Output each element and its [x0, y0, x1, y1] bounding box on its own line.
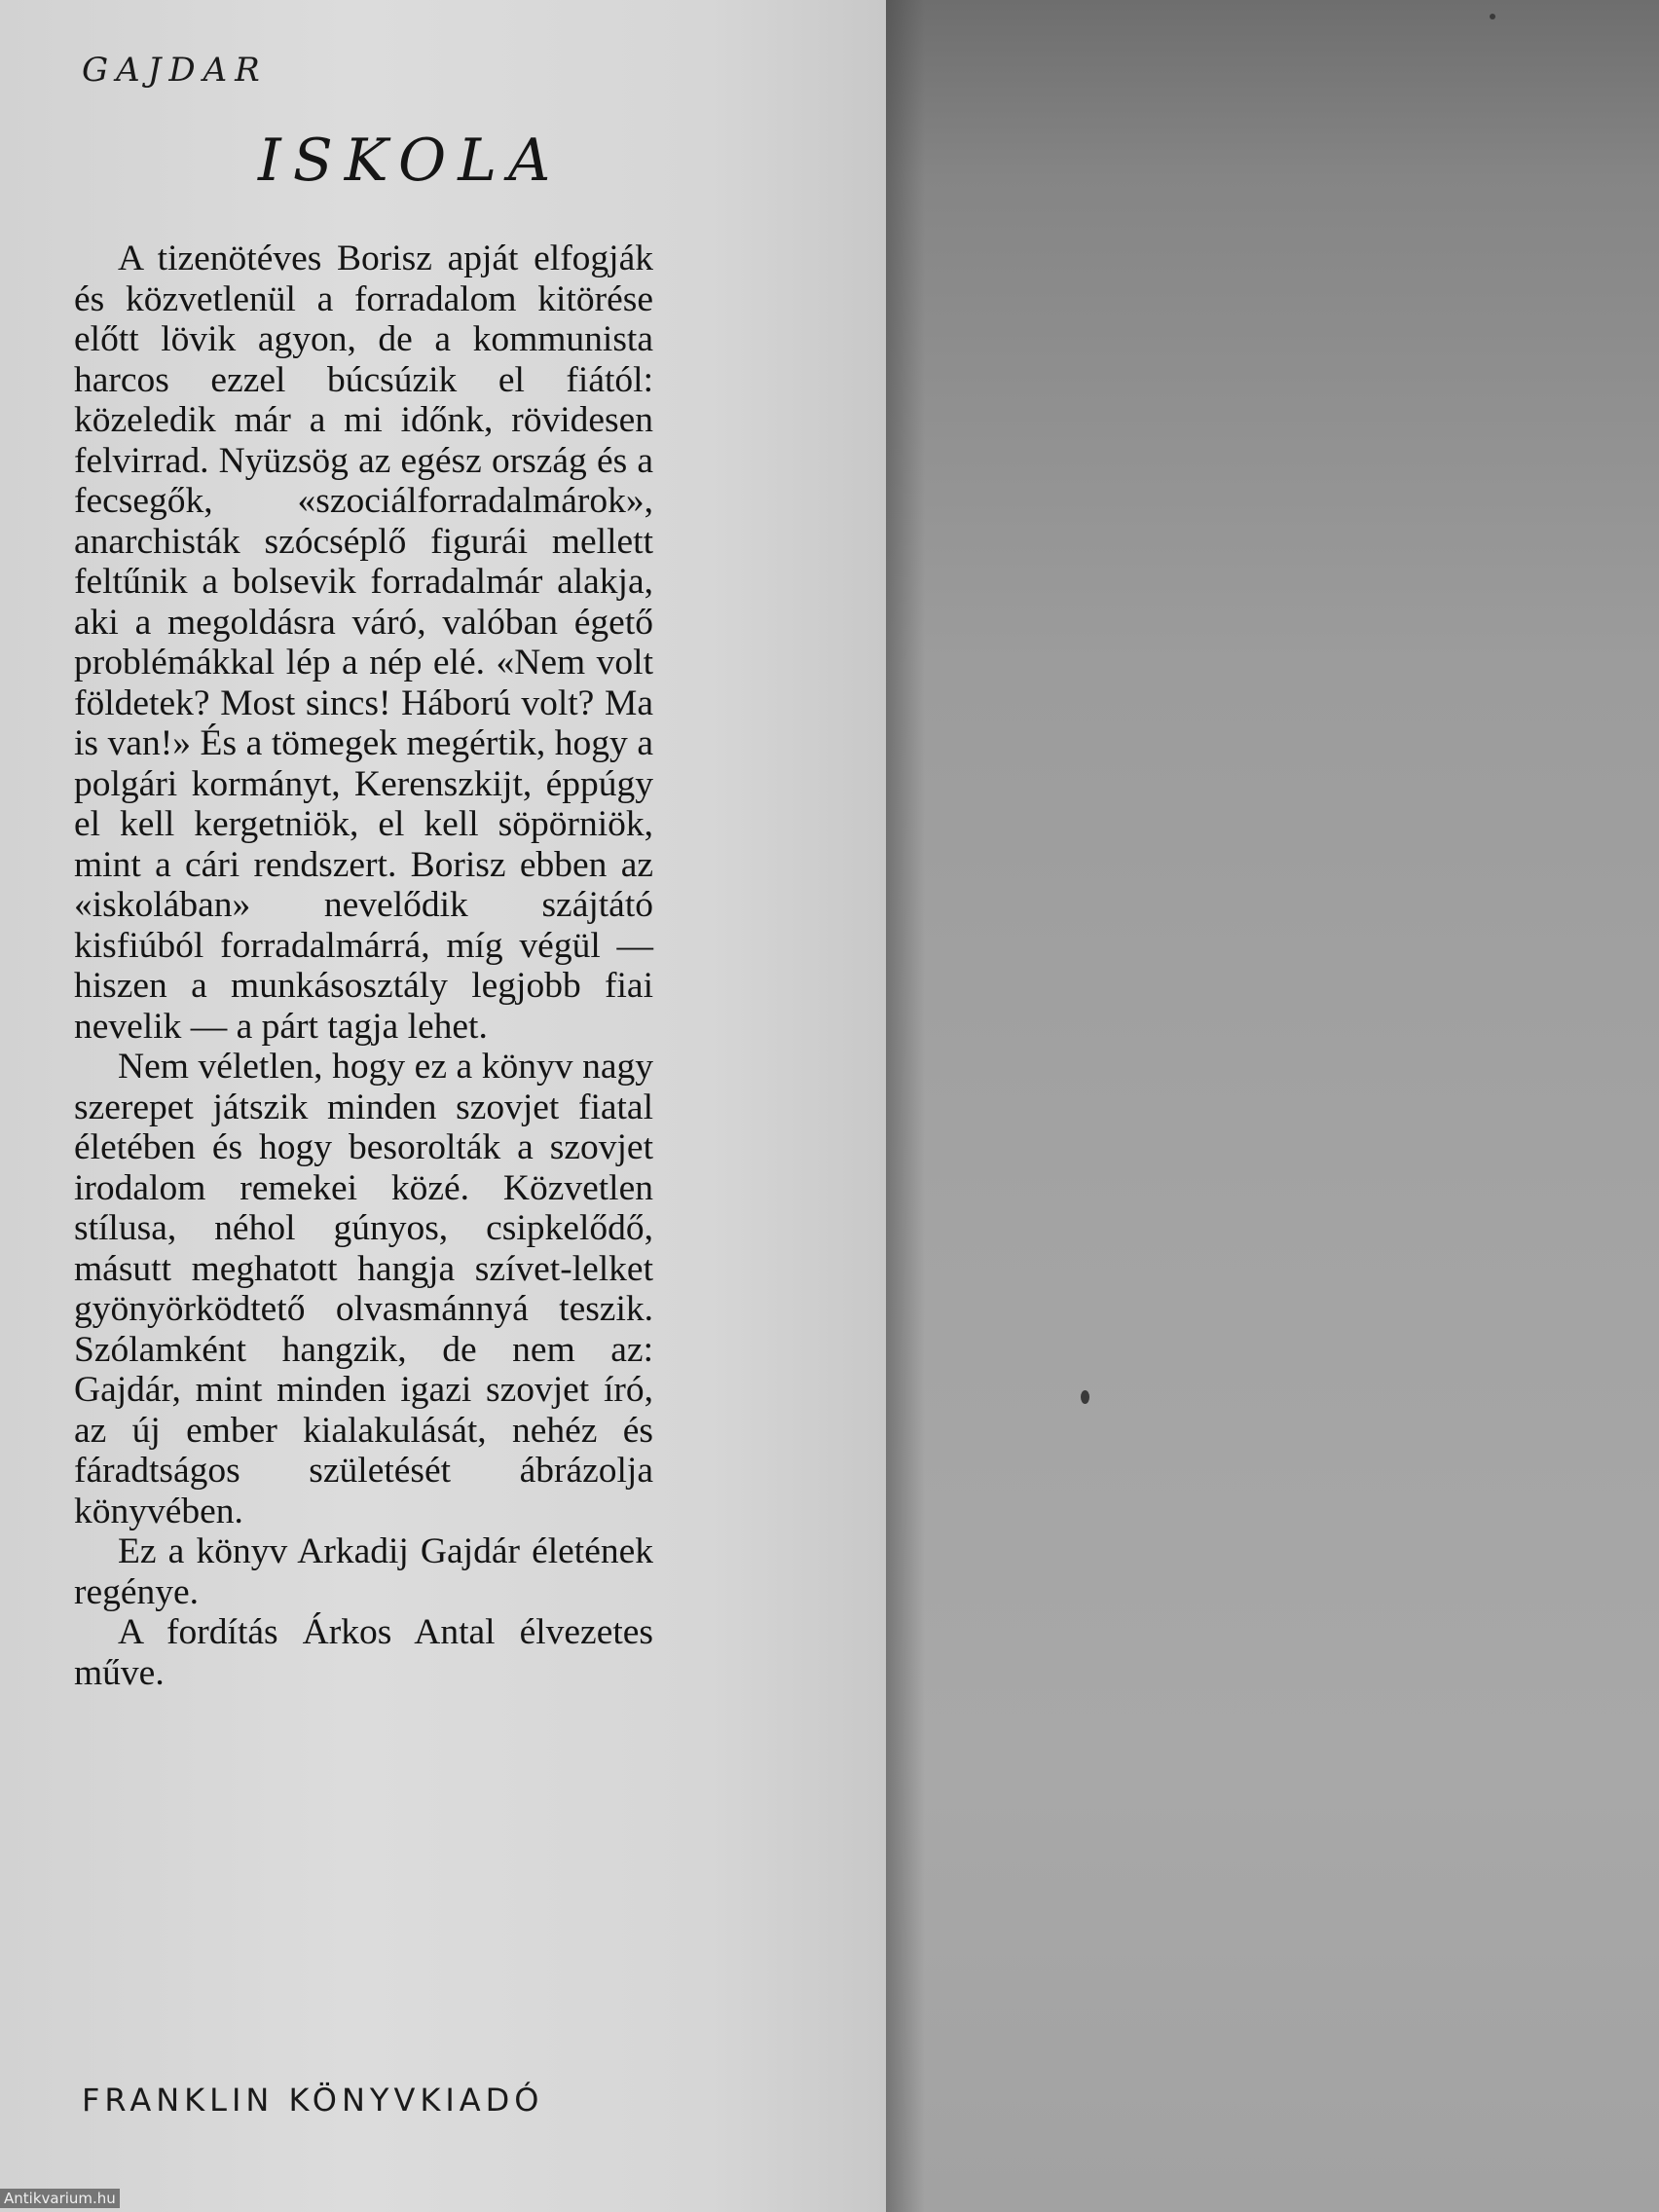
- blurb-text: [74, 239, 653, 1693]
- publisher-name: FRANKLIN KÖNYVKIADÓ: [82, 2082, 544, 2119]
- cover-shadow: [886, 0, 925, 2212]
- paper-speck: [1081, 1390, 1089, 1404]
- blurb-paragraph: A tizenötéves Borisz apját elfogják és közvetlenül a forradalom kitörése előtt lövik agyon, de a kommunista harcos ezzel búcsúzik el fiától: közeledik már a mi időnk, rövidesen felvirrad. Nyüzsög az egész ország és a fecsegők, «szociálforradalmárok», anarchisták szócséplő figurái mellett feltűnik a bolsevik forradalmár alakja, aki a megoldásra váró, valóban égető problémákkal lép a nép elé. «Nem volt földetek? Most sincs! Háború volt? Ma is van!» És a tömegek megértik, hogy a polgári kormányt, Kerenszkijt, éppúgy el kell kergetniök, el kell söpörniök, mint a cári rendszert. Borisz ebben az «iskolában» nevelődik szájtátó kisfiúból forradalmárrá, míg végül — hiszen a munkásosztály legjobb fiai nevelik — a párt tagja lehet.: [74, 239, 653, 1047]
- blurb-paragraph: Nem véletlen, hogy ez a könyv nagy szerepet játszik minden szovjet fiatal életében és hogy besorolták a szovjet irodalom remekei közé. Közvetlen stílusa, néhol gúnyos, csipkelődő, másutt meghatott hangja szívet-lelket gyönyörködtető olvasmánnyá teszik. Szólamként hangzik, de nem az: Gajdár, mint minden igazi szovjet író, az új ember kialakulását, nehéz és fáradtságos születését ábrázolja könyvében.: [74, 1047, 653, 1531]
- book-cover-back: [886, 0, 1659, 2212]
- watermark: Antikvarium.hu: [0, 2189, 120, 2208]
- blurb-paragraph: A fordítás Árkos Antal élvezetes műve.: [74, 1612, 653, 1693]
- blurb-paragraph: Ez a könyv Arkadij Gajdár életének regénye.: [74, 1531, 653, 1612]
- paper-speck: [1490, 14, 1495, 19]
- author-name: GAJDAR: [82, 51, 268, 90]
- book-title: ISKOLA: [258, 127, 563, 195]
